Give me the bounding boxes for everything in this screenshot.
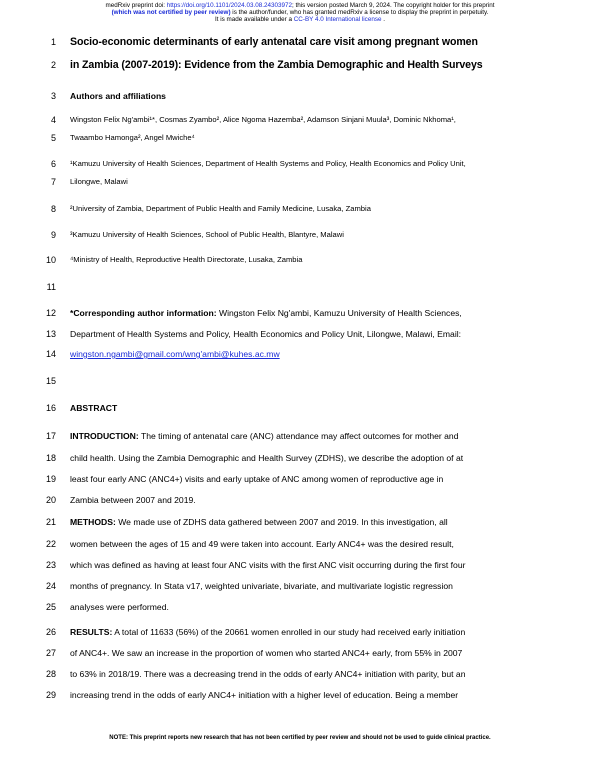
- affiliation-4: ⁴Ministry of Health, Reproductive Health Directorate, Lusaka, Zambia: [70, 255, 303, 264]
- corresponding-author-name: Wingston Felix Ng'ambi, Kamuzu University of Health Sciences,: [216, 308, 462, 318]
- methods-text: months of pregnancy. In Stata v17, weighted univariate, bivariate, and multivariate logistic regression: [70, 581, 453, 591]
- affiliation-1-city: Lilongwe, Malawi: [70, 177, 128, 186]
- line-number: 13: [45, 329, 56, 339]
- abstract-line: [0, 646, 600, 660]
- affiliation-4-line: [0, 253, 600, 267]
- line-number: 12: [45, 308, 56, 318]
- abstract-line: [0, 688, 600, 702]
- paper-title-part-1: Socio-economic determinants of early antenatal care visit among pregnant women: [70, 36, 478, 48]
- results-text: of ANC4+. We saw an increase in the proportion of women who started ANC4+ early, from 55% in 2007: [70, 648, 463, 658]
- affiliation-3-line: [0, 228, 600, 242]
- line-number: 26: [45, 627, 56, 637]
- corresponding-line-2: [0, 327, 600, 341]
- line-number: 10: [45, 255, 56, 265]
- line-number: 2: [50, 60, 56, 70]
- preprint-header-line-3: [0, 16, 600, 23]
- author-list-part-2: Twaambo Hamonga², Angel Mwiche⁴: [70, 133, 195, 142]
- abstract-heading-line: [0, 401, 600, 415]
- methods-text: women between the ages of 15 and 49 were taken into account. Early ANC4+ was the desired result,: [70, 539, 454, 549]
- methods-text: analyses were performed.: [70, 602, 169, 612]
- results-text: A total of 11633 (56%) of the 20661 women enrolled in our study had received early initiation: [112, 627, 466, 637]
- header-peer-review-note: (which was not certified by peer review): [111, 9, 231, 16]
- corresponding-email-link[interactable]: wingston.ngambi@gmail.com/wng'ambi@kuhes.ac.mw: [70, 349, 280, 359]
- header-availability-suffix: .: [381, 16, 385, 23]
- header-doi-suffix: ; this version posted March 9, 2024. The copyright holder for this preprint: [291, 2, 495, 9]
- line-number: 24: [45, 581, 56, 591]
- line-number: 18: [45, 453, 56, 463]
- affiliation-2-line: [0, 202, 600, 216]
- abstract-text: [70, 625, 570, 639]
- line-number: 5: [50, 133, 56, 143]
- abstract-line: [0, 667, 600, 681]
- introduction-text: child health. Using the Zambia Demographic and Health Survey (ZDHS), we describe the adoption of at: [70, 453, 464, 463]
- results-label: RESULTS:: [70, 627, 113, 637]
- abstract-text: [70, 429, 570, 443]
- affiliation-2: ²University of Zambia, Department of Public Health and Family Medicine, Lusaka, Zambia: [70, 204, 371, 213]
- line-number: 15: [45, 376, 56, 386]
- corresponding-author-label: *Corresponding author information:: [70, 308, 217, 318]
- line-number: 29: [45, 690, 56, 700]
- abstract-line: [0, 429, 600, 443]
- affiliation-1: ¹Kamuzu University of Health Sciences, Department of Health Systems and Policy, Health Economics and Policy Unit,: [70, 159, 466, 168]
- header-doi-prefix: medRxiv preprint doi:: [105, 2, 167, 9]
- authors-line-1: [0, 113, 600, 127]
- abstract-line: [0, 625, 600, 639]
- line-number: 16: [45, 403, 56, 413]
- affiliation-3: ³Kamuzu University of Health Sciences, School of Public Health, Blantyre, Malawi: [70, 230, 344, 239]
- abstract-line: [0, 493, 600, 507]
- line-number: 14: [45, 349, 56, 359]
- methods-text: We made use of ZDHS data gathered between 2007 and 2019. In this investigation, all: [115, 517, 448, 527]
- abstract-heading: ABSTRACT: [70, 403, 118, 413]
- line-number: 11: [46, 282, 56, 292]
- title-line-2: [0, 58, 600, 72]
- line-number: 17: [45, 431, 56, 441]
- blank-line: [0, 374, 600, 388]
- introduction-text: The timing of antenatal care (ANC) attendance may affect outcomes for mother and: [138, 431, 459, 441]
- line-number: 9: [50, 230, 56, 240]
- affiliation-1-line-1: [0, 157, 600, 171]
- line-number: 3: [50, 91, 56, 101]
- results-text: increasing trend in the odds of early ANC4+ initiation with a higher level of education. Being a member: [70, 690, 459, 700]
- abstract-line: [0, 579, 600, 593]
- preprint-footer-note: NOTE: This preprint reports new research that has not been certified by peer review and should not be used to guide clinical practice.: [109, 735, 491, 741]
- authors-heading: Authors and affiliations: [70, 91, 166, 101]
- authors-heading-line: [0, 89, 600, 103]
- blank-line: [0, 280, 600, 294]
- line-number: 21: [45, 517, 56, 527]
- title-line-1: [0, 35, 600, 49]
- methods-text: which was defined as having at least four ANC visits with the first ANC visit occurring during the first four: [70, 560, 466, 570]
- abstract-line: [0, 600, 600, 614]
- doi-link[interactable]: https://doi.org/10.1101/2024.03.08.24303972: [166, 2, 292, 9]
- corresponding-line-3: [0, 347, 600, 361]
- introduction-label: INTRODUCTION:: [70, 431, 139, 441]
- corresponding-author-text: [70, 306, 570, 320]
- line-number: 27: [45, 648, 56, 658]
- corresponding-line-1: [0, 306, 600, 320]
- author-list-part-1: Wingston Felix Ng'ambi¹*, Cosmas Zyambo², Alice Ngoma Hazemba², Adamson Sinjani Muula³, Dominic Nkhoma¹,: [70, 115, 456, 124]
- abstract-line: [0, 472, 600, 486]
- introduction-text: least four early ANC (ANC4+) visits and early uptake of ANC among women of reproductive age in: [70, 474, 444, 484]
- introduction-text: Zambia between 2007 and 2019.: [70, 495, 196, 505]
- header-license-statement: is the author/funder, who has granted medRxiv a license to display the preprint in perpetuity.: [230, 9, 489, 16]
- line-number: 4: [50, 115, 56, 125]
- line-number: 25: [45, 602, 56, 612]
- line-number: 23: [45, 560, 56, 570]
- authors-line-2: [0, 131, 600, 145]
- abstract-line: [0, 515, 600, 529]
- corresponding-author-affiliation: Department of Health Systems and Policy, Health Economics and Policy Unit, Lilongwe, Malawi, Email:: [70, 329, 462, 339]
- abstract-line: [0, 537, 600, 551]
- methods-label: METHODS:: [70, 517, 116, 527]
- affiliation-1-line-2: [0, 175, 600, 189]
- header-availability-prefix: It is made available under a: [214, 16, 294, 23]
- line-number: 22: [45, 539, 56, 549]
- abstract-text: [70, 515, 570, 529]
- line-number: 1: [50, 37, 56, 47]
- line-number: 19: [45, 474, 56, 484]
- results-text: to 63% in 2018/19. There was a decreasing trend in the odds of early ANC4+ initiation with parity, but an: [70, 669, 466, 679]
- paper-title-part-2: in Zambia (2007-2019): Evidence from the Zambia Demographic and Health Surveys: [70, 59, 483, 71]
- line-number: 8: [50, 204, 56, 214]
- line-number: 20: [45, 495, 56, 505]
- line-number: 6: [50, 159, 56, 169]
- license-link[interactable]: CC-BY 4.0 International license: [293, 16, 382, 23]
- line-number: 7: [50, 177, 56, 187]
- abstract-line: [0, 558, 600, 572]
- abstract-line: [0, 451, 600, 465]
- line-number: 28: [45, 669, 56, 679]
